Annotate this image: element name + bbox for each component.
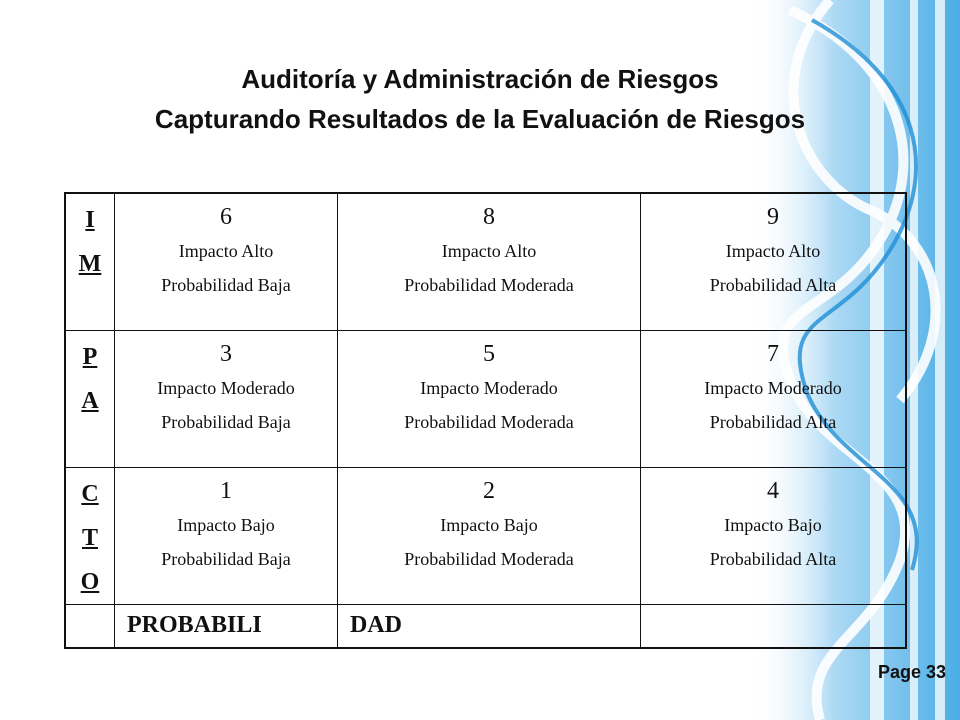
empty-corner-cell — [65, 604, 115, 648]
impact-label: Impacto Bajo — [177, 514, 275, 535]
probability-axis-label-part-2: DAD — [338, 604, 641, 648]
matrix-cell — [115, 467, 338, 604]
risk-score: 5 — [483, 340, 495, 367]
probability-axis-label-part-1: PROBABILI — [115, 604, 338, 648]
risk-score: 7 — [767, 340, 779, 367]
impact-label: Impacto Alto — [441, 241, 537, 261]
axis-letter: A — [81, 387, 99, 414]
impact-label: Impacto Bajo — [724, 514, 822, 535]
matrix-cell — [641, 330, 907, 467]
empty-footer-cell — [641, 604, 907, 648]
probability-label: Probabilidad Baja — [161, 548, 291, 569]
risk-score: 8 — [483, 204, 495, 230]
probability-label: Probabilidad Moderada — [404, 275, 574, 295]
axis-letter: T — [81, 524, 98, 551]
axis-letter: M — [78, 251, 102, 277]
matrix-cell — [338, 330, 641, 467]
impact-axis-letters — [65, 330, 115, 467]
slide-title-line-2: Capturando Resultados de la Evaluación de Riesgos — [154, 104, 806, 134]
probability-label: Probabilidad Moderada — [404, 548, 574, 569]
risk-score: 3 — [220, 340, 232, 367]
probability-label: Probabilidad Alta — [709, 275, 837, 295]
probability-label: Probabilidad Baja — [161, 411, 291, 432]
table-row-high-impact — [65, 193, 906, 330]
risk-score: 2 — [483, 477, 495, 504]
probability-label: Probabilidad Alta — [709, 411, 837, 432]
impact-label: Impacto Alto — [178, 241, 274, 261]
matrix-cell — [115, 330, 338, 467]
axis-letter: P — [82, 343, 98, 370]
matrix-cell — [641, 467, 907, 604]
risk-score: 4 — [767, 477, 779, 504]
risk-matrix-table — [64, 192, 907, 649]
table-row-probability-axis — [65, 604, 906, 648]
axis-letter: O — [80, 568, 100, 595]
risk-score: 1 — [220, 477, 232, 504]
probability-label: Probabilidad Baja — [161, 275, 291, 295]
probability-label: Probabilidad Moderada — [404, 411, 574, 432]
axis-letter: C — [81, 480, 99, 507]
table-row-moderate-impact — [65, 330, 906, 467]
page-number: Page 33 — [877, 662, 946, 682]
matrix-cell — [641, 193, 907, 330]
matrix-cell — [115, 193, 338, 330]
risk-score: 6 — [220, 204, 232, 230]
slide-title-line-1: Auditoría y Administración de Riesgos — [241, 64, 719, 94]
table-row-low-impact — [65, 467, 906, 604]
impact-label: Impacto Alto — [725, 241, 821, 261]
probability-label: Probabilidad Alta — [709, 548, 837, 569]
risk-score: 9 — [767, 204, 779, 230]
impact-axis-letters — [65, 193, 115, 330]
impact-label: Impacto Bajo — [440, 514, 538, 535]
impact-label: Impacto Moderado — [157, 377, 295, 398]
matrix-cell — [338, 193, 641, 330]
impact-axis-letters — [65, 467, 115, 604]
matrix-cell — [338, 467, 641, 604]
axis-letter: I — [85, 207, 95, 233]
impact-label: Impacto Moderado — [420, 377, 558, 398]
impact-label: Impacto Moderado — [704, 377, 842, 398]
